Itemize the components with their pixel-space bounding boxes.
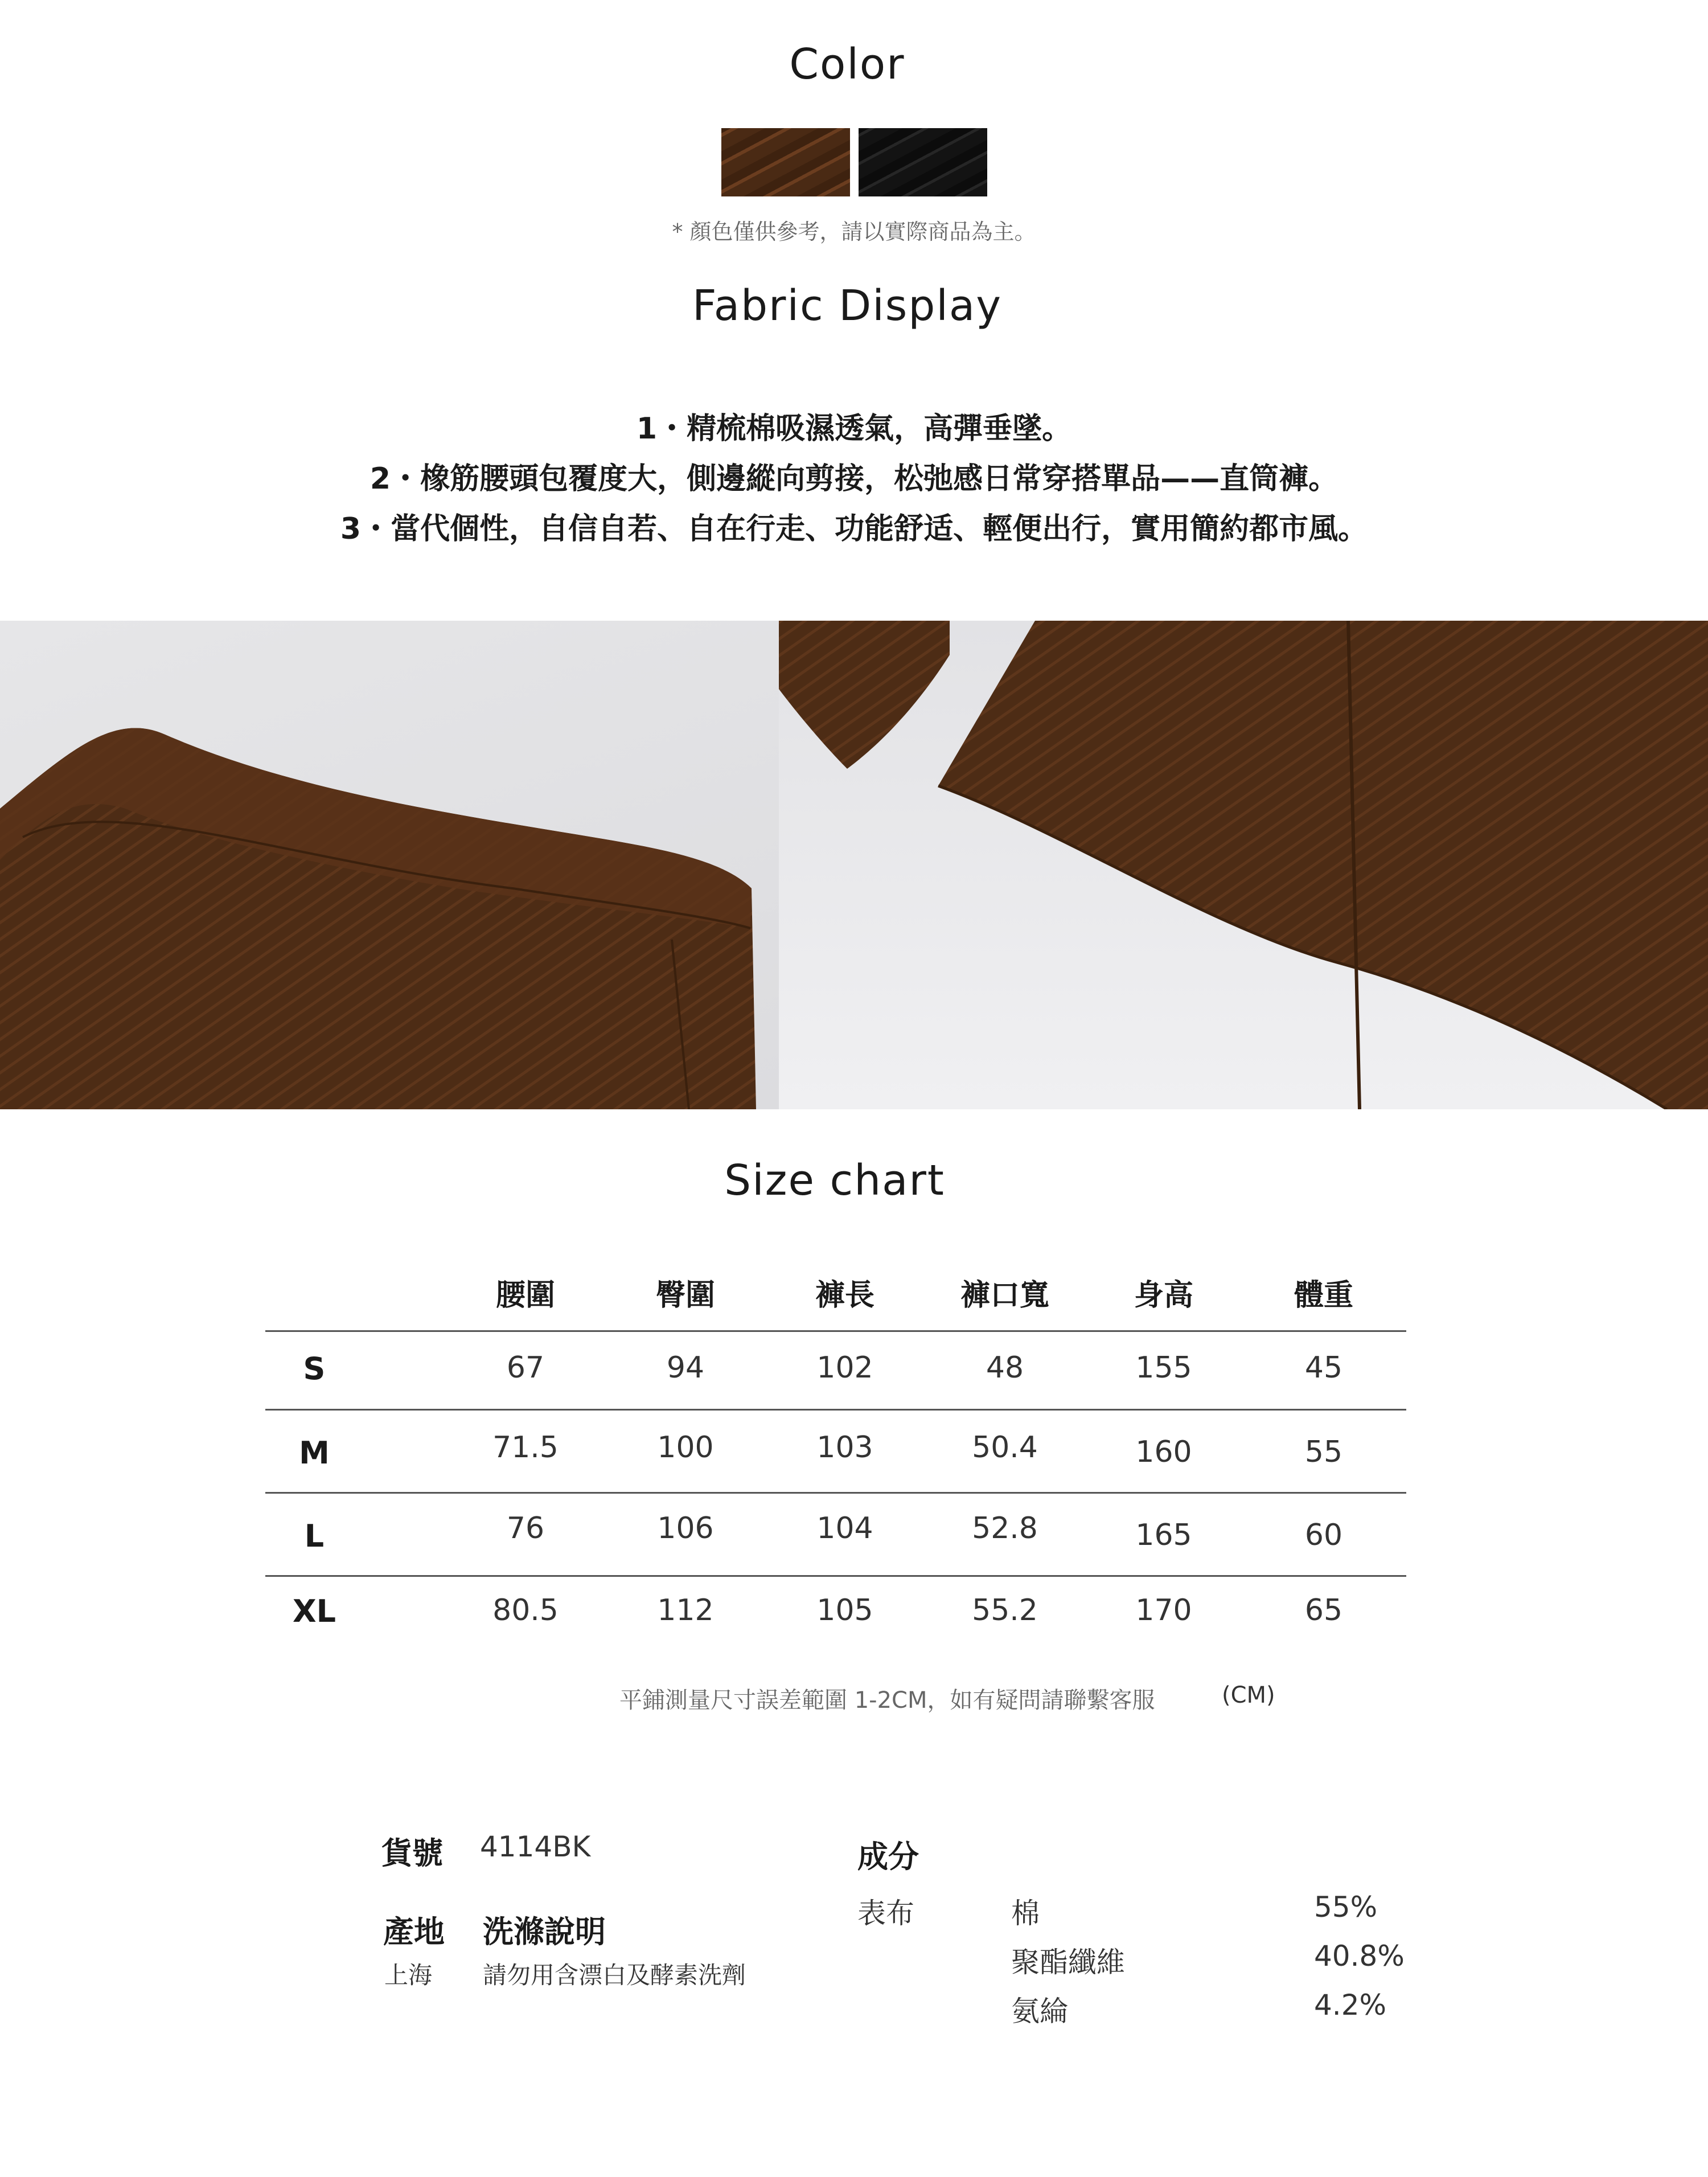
size-label-xl: XL (292, 1593, 336, 1629)
wash-label: 洗滌說明 (483, 1914, 606, 1950)
header-length: 褲長 (815, 1278, 874, 1313)
material-name: 氨綸 (1011, 1995, 1068, 2028)
black-swatch[interactable] (859, 128, 987, 196)
feature-line-1: 1・精梳棉吸濕透氣，高彈垂墜。 (636, 412, 1072, 446)
table-cell: 65 (1304, 1593, 1343, 1627)
hem-photo (779, 621, 1708, 1109)
header-hem-width: 褲口寬 (960, 1278, 1049, 1313)
material-pct: 4.2% (1314, 1989, 1387, 2022)
origin-value: 上海 (384, 1961, 433, 1989)
table-cell: 52.8 (972, 1511, 1038, 1545)
table-cell: 170 (1135, 1593, 1192, 1627)
table-cell: 104 (816, 1511, 873, 1545)
material-pct: 40.8% (1314, 1940, 1405, 1973)
color-title: Color (789, 40, 905, 89)
item-no-value: 4114BK (480, 1830, 591, 1863)
size-label-l: L (304, 1518, 325, 1554)
material-name: 棉 (1011, 1897, 1040, 1930)
table-divider (265, 1492, 1406, 1494)
fabric-title: Fabric Display (692, 281, 1003, 330)
header-hip: 臀圍 (655, 1278, 715, 1313)
table-cell: 45 (1304, 1351, 1343, 1385)
size-chart-title: Size chart (724, 1156, 945, 1205)
composition-label: 成分 (857, 1839, 919, 1875)
waistband-photo (0, 621, 779, 1109)
table-cell: 102 (816, 1351, 873, 1385)
table-cell: 60 (1304, 1518, 1343, 1552)
feature-line-3: 3・當代個性，自信自若、自在行走、功能舒适、輕便出行，實用簡約都市風。 (340, 512, 1368, 546)
table-cell: 55.2 (972, 1593, 1038, 1627)
table-cell: 112 (657, 1593, 714, 1627)
table-cell: 100 (657, 1430, 714, 1465)
header-weight: 體重 (1294, 1278, 1353, 1313)
header-height: 身高 (1134, 1278, 1193, 1313)
table-cell: 76 (506, 1511, 545, 1545)
table-cell: 67 (506, 1351, 545, 1385)
table-cell: 103 (816, 1430, 873, 1465)
table-cell: 48 (986, 1351, 1024, 1385)
size-label-s: S (303, 1351, 326, 1387)
size-label-m: M (299, 1435, 330, 1471)
feature-line-2: 2・橡筋腰頭包覆度大，側邊縱向剪接，松弛感日常穿搭單品——直筒褲。 (369, 462, 1339, 496)
material-name: 聚酯纖維 (1011, 1946, 1125, 1979)
table-cell: 80.5 (492, 1593, 559, 1627)
table-cell: 160 (1135, 1435, 1192, 1469)
table-divider (265, 1409, 1406, 1411)
table-cell: 50.4 (972, 1430, 1038, 1465)
table-cell: 106 (657, 1511, 714, 1545)
table-cell: 71.5 (492, 1430, 559, 1465)
origin-label: 產地 (383, 1914, 445, 1950)
table-cell: 165 (1135, 1518, 1192, 1552)
table-divider (265, 1330, 1406, 1332)
item-no-label: 貨號 (381, 1835, 443, 1871)
fabric-label: 表布 (857, 1897, 914, 1930)
table-divider (265, 1575, 1406, 1577)
brown-swatch[interactable] (721, 128, 850, 196)
header-waist: 腰圍 (495, 1278, 555, 1313)
table-cell: 55 (1304, 1435, 1343, 1469)
unit-label: (CM) (1222, 1682, 1275, 1708)
table-cell: 105 (816, 1593, 873, 1627)
color-disclaimer: * 顏色僅供參考，請以實際商品為主。 (672, 219, 1036, 244)
measurement-note: 平鋪測量尺寸誤差範圍 1-2CM，如有疑問請聯繫客服 (619, 1687, 1155, 1713)
material-pct: 55% (1314, 1891, 1378, 1924)
table-cell: 155 (1135, 1351, 1192, 1385)
table-cell: 94 (666, 1351, 705, 1385)
wash-value: 請勿用含漂白及酵素洗劑 (483, 1961, 746, 1989)
